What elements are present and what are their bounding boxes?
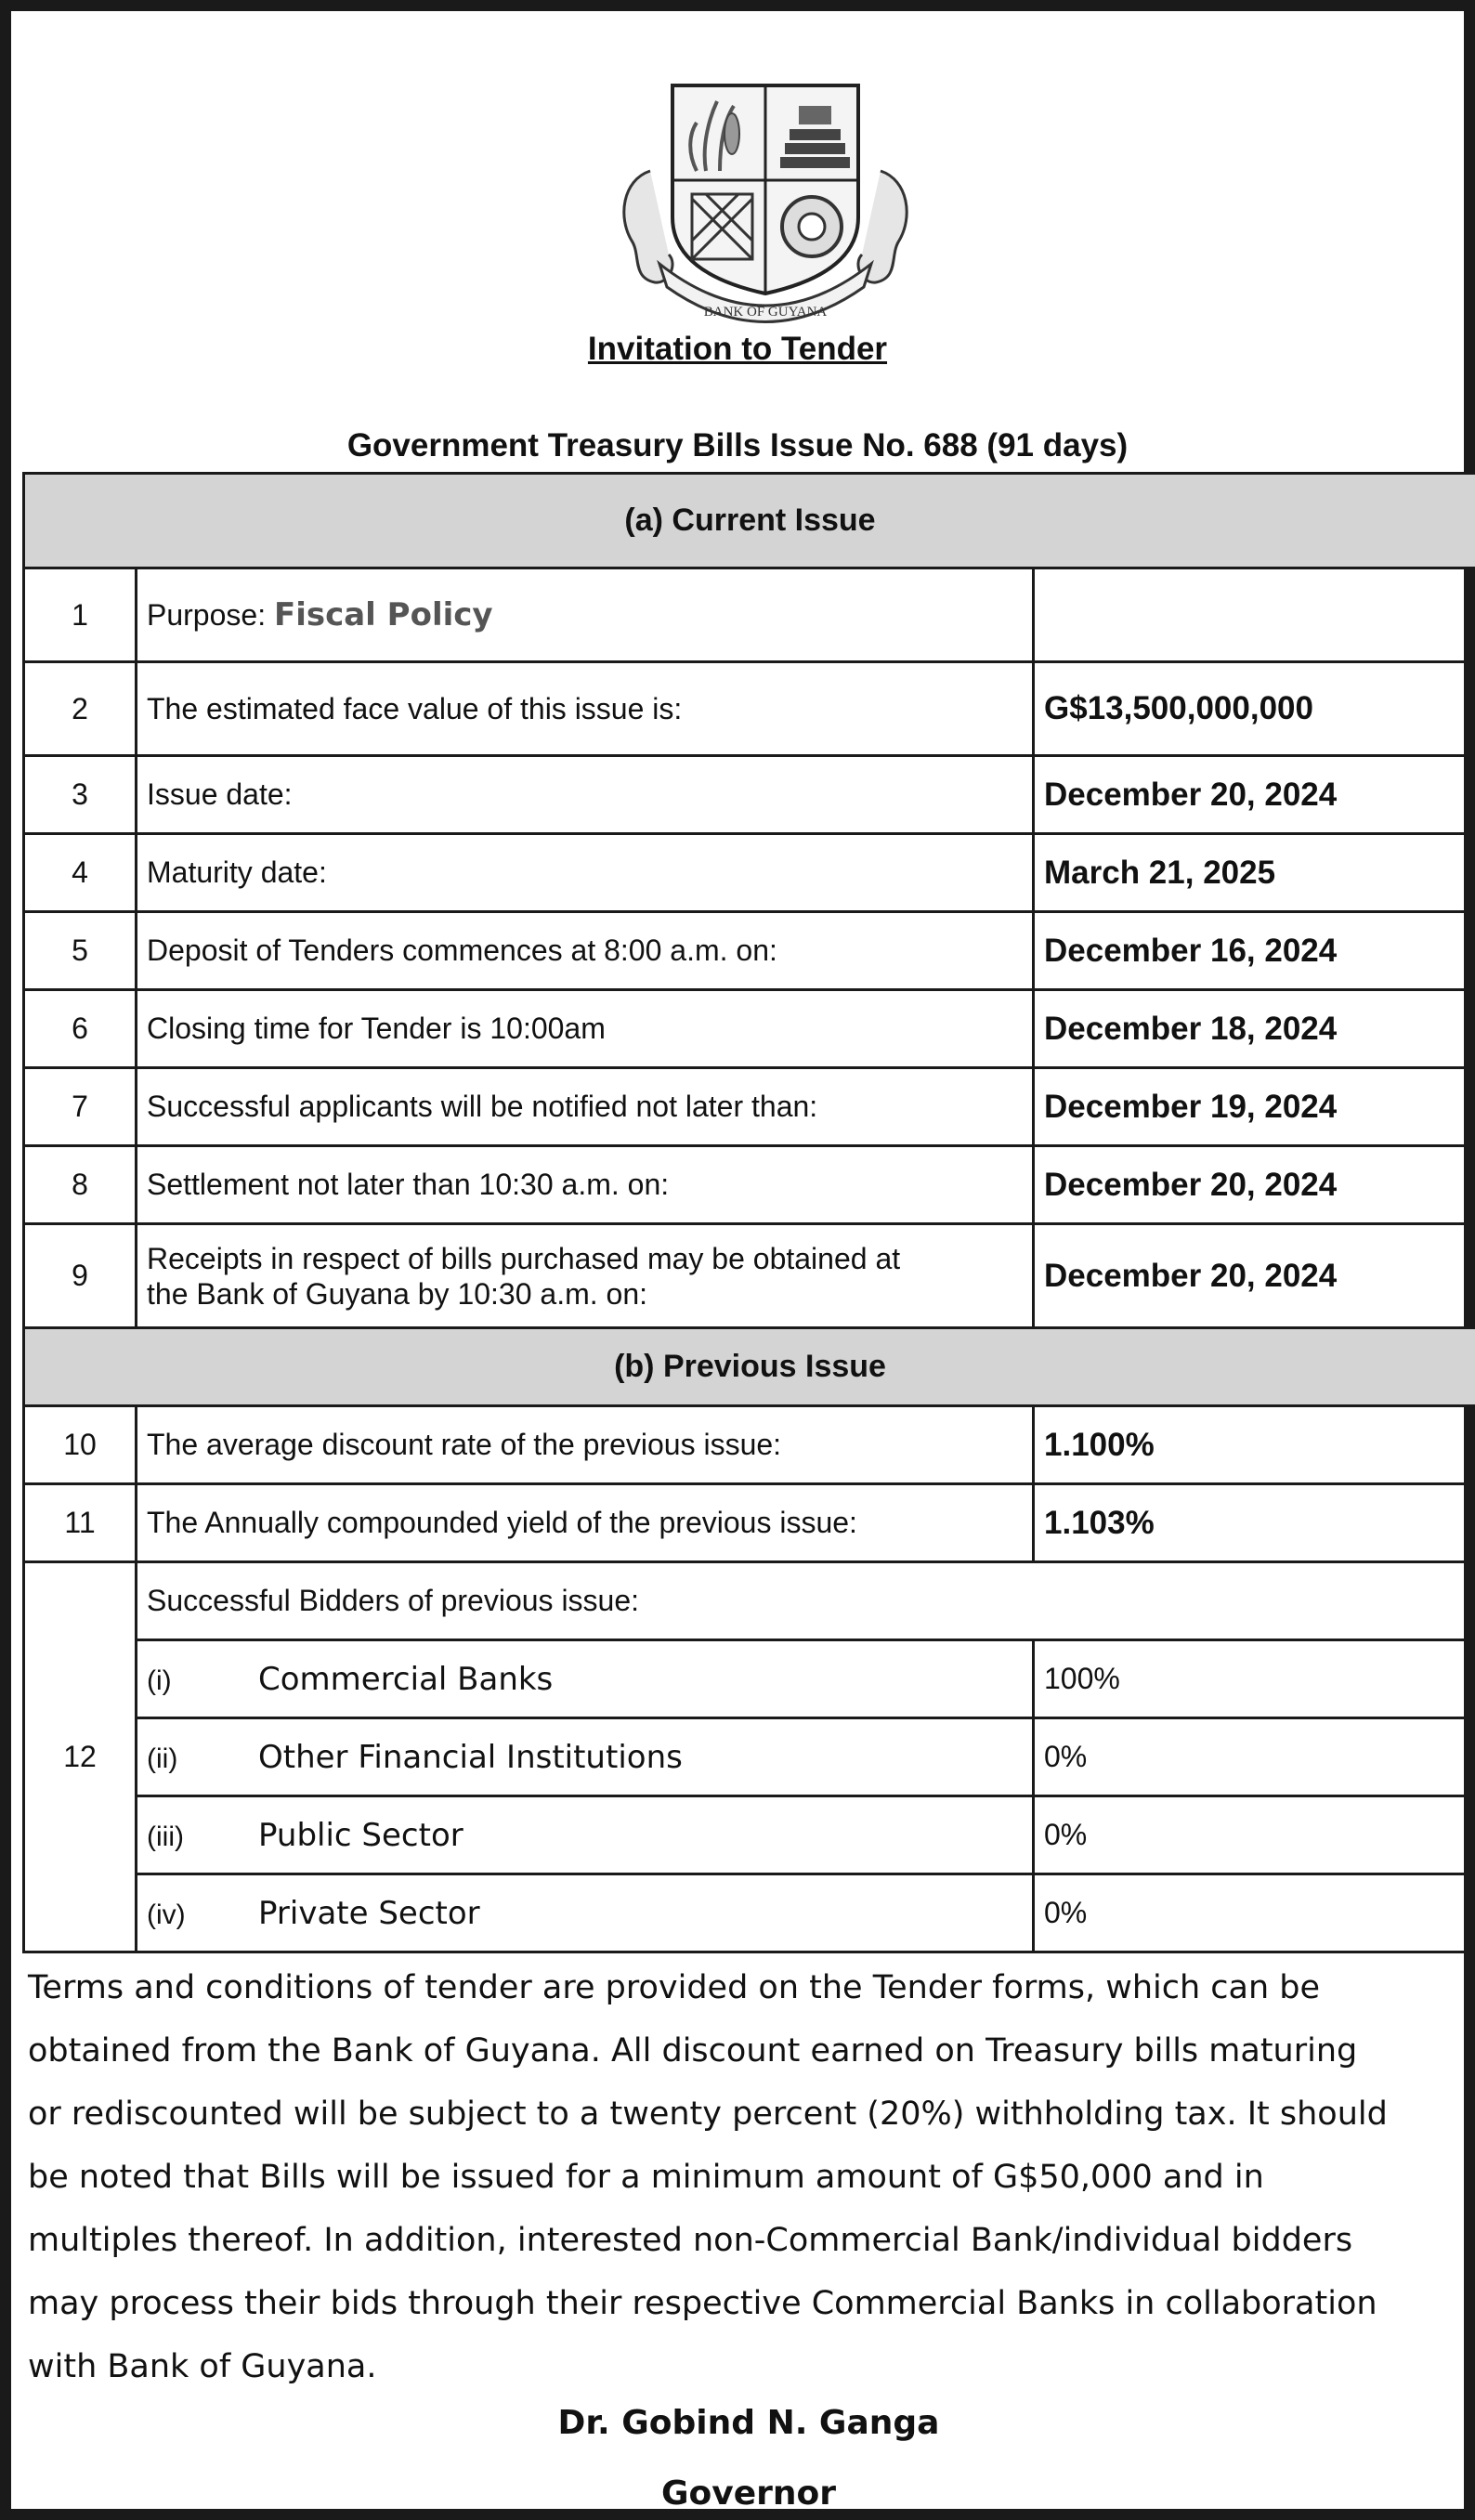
row-label: Maturity date: (137, 834, 1034, 912)
bidder-roman: (iv) (147, 1899, 186, 1930)
row-label: The Annually compounded yield of the previous issue: (137, 1484, 1034, 1562)
bidder-row (24, 1640, 1475, 1718)
signatory-name: Dr. Gobind N. Ganga (557, 2404, 940, 2442)
section-heading-label: (b) Previous Issue (24, 1328, 1475, 1406)
row-number: 2 (24, 662, 137, 756)
row-value: March 21, 2025 (1034, 834, 1475, 912)
row-value: December 20, 2024 (1034, 756, 1475, 834)
bidder-name: Private Sector (258, 1894, 480, 1932)
table-row (24, 1146, 1475, 1224)
bidder-value: 0% (1034, 1874, 1475, 1952)
bidder-name: Other Financial Institutions (258, 1738, 683, 1776)
row-label: Settlement not later than 10:30 a.m. on: (137, 1146, 1034, 1224)
section-heading-label: (a) Current Issue (24, 474, 1475, 568)
tender-details-table (22, 472, 1475, 1953)
terms-line: or rediscounted will be subject to a twenty percent (20%) withholding tax. It should (28, 2096, 1388, 2133)
bidder-row (24, 1874, 1475, 1952)
table-row (24, 912, 1475, 990)
row-value: 1.103% (1034, 1484, 1475, 1562)
bidder-label (137, 1796, 1034, 1874)
row-label: Deposit of Tenders commences at 8:00 a.m. on: (137, 912, 1034, 990)
row-number: 7 (24, 1068, 137, 1146)
bank-of-guyana-crest-logo (613, 78, 918, 329)
bidder-roman: (ii) (147, 1743, 178, 1774)
signatory-title: Governor (660, 2474, 837, 2513)
bidder-value: 0% (1034, 1796, 1475, 1874)
purpose-value: Fiscal Policy (273, 596, 493, 633)
row-label: The average discount rate of the previous issue: (137, 1406, 1034, 1484)
row-number: 5 (24, 912, 137, 990)
row-number: 3 (24, 756, 137, 834)
terms-paragraph (28, 1956, 1468, 2398)
bidder-name: Commercial Banks (258, 1660, 554, 1698)
bidder-name: Public Sector (258, 1816, 463, 1854)
bidder-value: 100% (1034, 1640, 1475, 1718)
row-value: 1.100% (1034, 1406, 1475, 1484)
row-value: December 18, 2024 (1034, 990, 1475, 1068)
bidder-row (24, 1718, 1475, 1796)
row-number: 9 (24, 1224, 137, 1328)
row-value: December 20, 2024 (1034, 1146, 1475, 1224)
row-value: December 19, 2024 (1034, 1068, 1475, 1146)
section-heading-current-issue (24, 474, 1475, 568)
notice-subtitle: Government Treasury Bills Issue No. 688 (91 days) (346, 427, 1129, 464)
table-row (24, 1484, 1475, 1562)
row-value (1034, 568, 1475, 662)
terms-line: multiples thereof. In addition, interested non-Commercial Bank/individual bidders (28, 2222, 1353, 2259)
row-label: Successful applicants will be notified not later than: (137, 1068, 1034, 1146)
row-number: 11 (24, 1484, 137, 1562)
row-value: December 20, 2024 (1034, 1224, 1475, 1328)
bidder-roman: (iii) (147, 1821, 184, 1852)
row-number: 8 (24, 1146, 137, 1224)
notice-title: Invitation to Tender (587, 331, 888, 367)
row-number: 12 (24, 1562, 137, 1952)
purpose-label: Purpose: (147, 598, 267, 632)
section-heading-previous-issue (24, 1328, 1475, 1406)
row-label: Issue date: (137, 756, 1034, 834)
bidder-value: 0% (1034, 1718, 1475, 1796)
terms-line: may process their bids through their respective Commercial Banks in collaboration (28, 2285, 1377, 2322)
table-row (24, 1406, 1475, 1484)
row-label (137, 568, 1034, 662)
table-row (24, 568, 1475, 662)
row-number: 1 (24, 568, 137, 662)
row-label: The estimated face value of this issue is: (137, 662, 1034, 756)
row-value: December 16, 2024 (1034, 912, 1475, 990)
row-label: Successful Bidders of previous issue: (137, 1562, 1475, 1640)
table-row (24, 1562, 1475, 1640)
table-row (24, 1068, 1475, 1146)
row-number: 10 (24, 1406, 137, 1484)
row-label-line: Receipts in respect of bills purchased may be obtained at (147, 1241, 901, 1275)
table-row (24, 662, 1475, 756)
table-row (24, 1224, 1475, 1328)
bidder-label (137, 1874, 1034, 1952)
terms-line: obtained from the Bank of Guyana. All discount earned on Treasury bills maturing (28, 2032, 1358, 2070)
row-label-line: the Bank of Guyana by 10:30 a.m. on: (147, 1276, 648, 1311)
row-label: Closing time for Tender is 10:00am (137, 990, 1034, 1068)
table-row (24, 834, 1475, 912)
bidder-row (24, 1796, 1475, 1874)
bidder-label (137, 1718, 1034, 1796)
row-number: 4 (24, 834, 137, 912)
bidder-roman: (i) (147, 1665, 172, 1696)
terms-line: with Bank of Guyana. (28, 2348, 377, 2385)
terms-line: be noted that Bills will be issued for a minimum amount of G$50,000 and in (28, 2159, 1264, 2196)
row-value: G$13,500,000,000 (1034, 662, 1475, 756)
table-row (24, 756, 1475, 834)
row-number: 6 (24, 990, 137, 1068)
terms-line: Terms and conditions of tender are provided on the Tender forms, which can be (28, 1969, 1321, 2006)
row-label (137, 1224, 1034, 1328)
bidder-label (137, 1640, 1034, 1718)
crest-banner-text: BANK OF GUYANA (703, 305, 828, 320)
table-row (24, 990, 1475, 1068)
